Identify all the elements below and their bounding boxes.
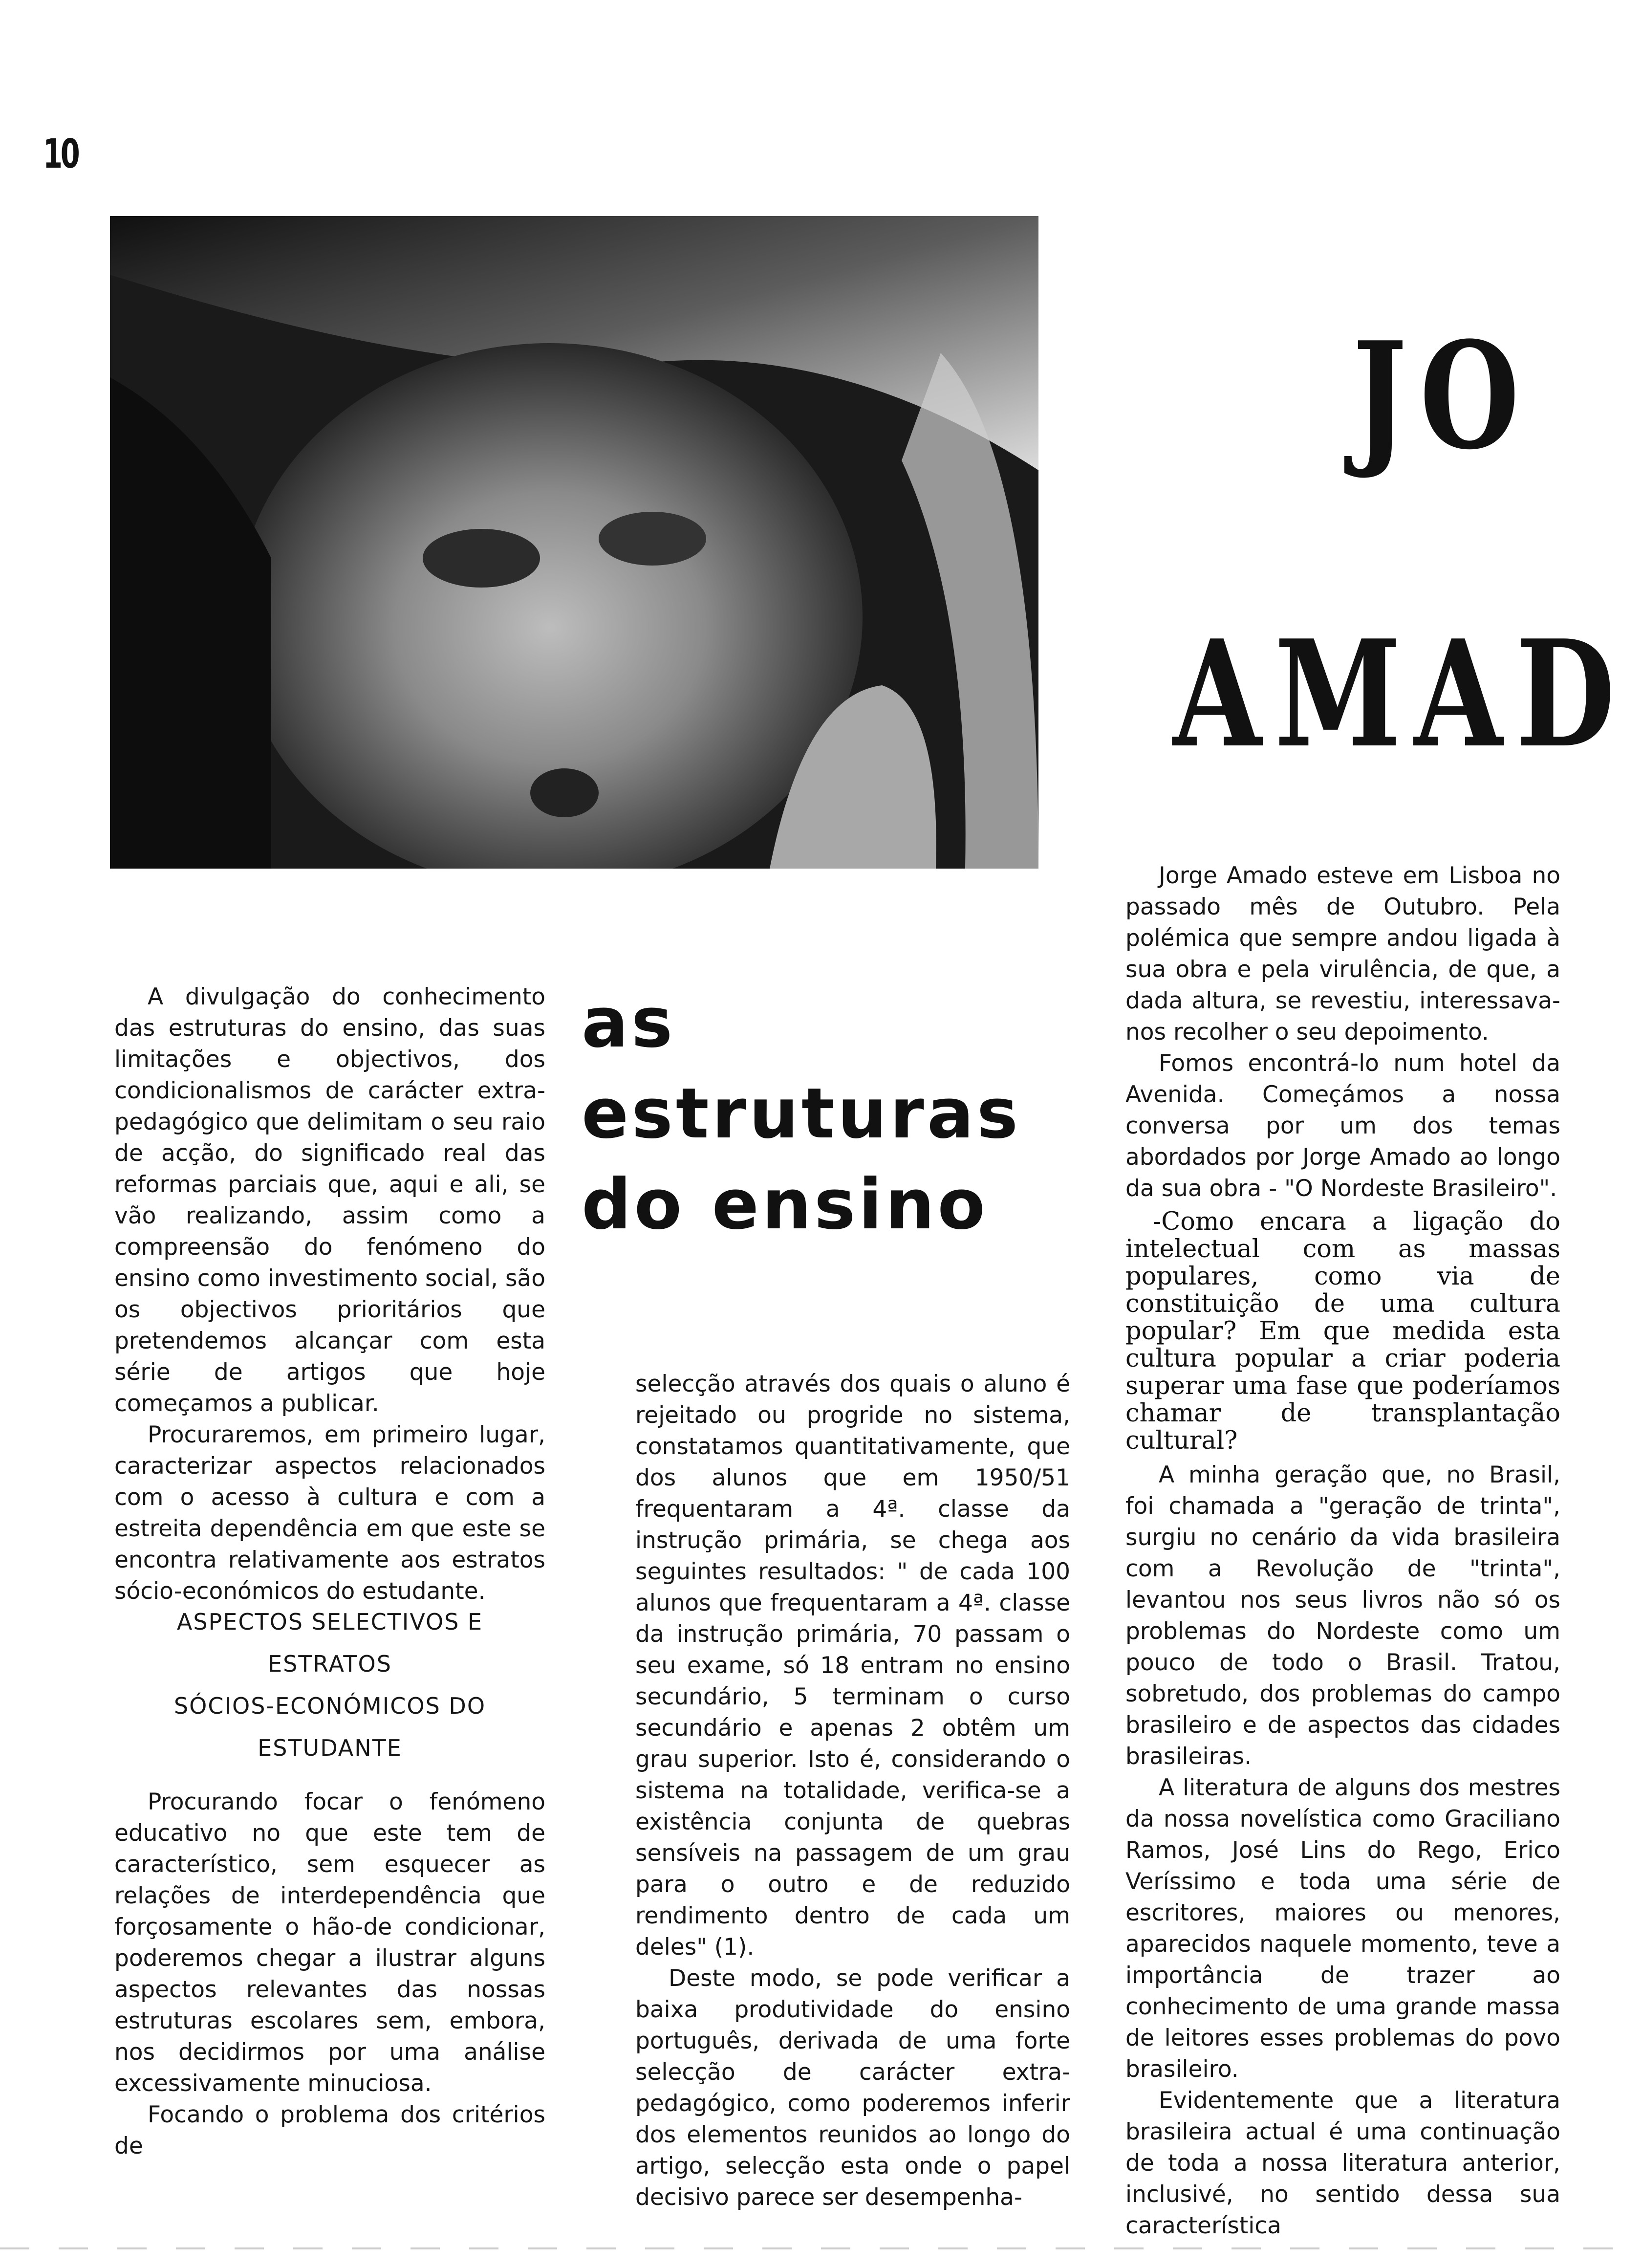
headline-line-2: AMAD: [1173, 608, 1628, 780]
section-heading-line-1: ASPECTOS SELECTIVOS E ESTRATOS: [176, 1609, 483, 1677]
paragraph: Procuraremos, em primeiro lugar, caracterizar aspectos relacionados com o acesso à cultura e com a estreita dependência em que este se encontra relativamente aos estratos sócio-económicos do estudante.: [114, 1421, 545, 1605]
page-number: 10: [43, 131, 78, 177]
paragraph: A literatura de alguns dos mestres da nossa novelística como Graciliano Ramos, José Lins do Rego, Erico Veríssimo e toda uma série de escritores, maiores ou menores, aparecidos naquele momento, teve a importância de trazer ao conhecimento de uma grande massa de leitores esses problemas do povo brasileiro.: [1125, 1774, 1560, 2083]
child-portrait-image: [110, 216, 1038, 869]
paragraph: Focando o problema dos critérios de: [114, 2101, 545, 2159]
article-title: [582, 978, 1070, 1250]
right-column: [1125, 860, 1560, 2242]
title-line-2: estruturas: [582, 1073, 1021, 1154]
paragraph: A minha geração que, no Brasil, foi chamada a "geração de trinta", surgiu no cenário da vida brasileira com a Revolução de "trinta", levantou nos seus livros não só os problemas do Nordeste como um pouco de todo o Brasil. Tratou, sobretudo, dos problemas do campo brasileiro e de aspectos das cidades brasileiras.: [1125, 1461, 1560, 1770]
left-column: [114, 981, 545, 1607]
footer-rule: [0, 2247, 1642, 2249]
headline-line-1: JO: [1353, 309, 1533, 482]
paragraph: Procurando focar o fenómeno educativo no que este tem de característico, sem esquecer as relações de interdependência que forçosamente o hão-de condicionar, poderemos chegar a ilustrar alguns aspectos relevantes das nossas estruturas escolares sem, embora, nos decidirmos por uma análise excessivamente minuciosa.: [114, 1788, 545, 2097]
section-heading: [114, 1601, 545, 1769]
title-line-1: as: [582, 982, 676, 1063]
middle-column: [635, 1369, 1070, 2213]
title-line-3: do ensino: [582, 1164, 988, 1245]
interview-question-text: Como encara a ligação do intelectual com as massas populares, como via de constituição de uma cultura popular? Em que medida esta cultura popular a criar poderia superar uma fase que poderíamos chamar de transplantação cultural?: [1125, 1207, 1560, 1455]
section-heading-line-3: ESTUDANTE: [258, 1735, 402, 1761]
section-heading-line-2: SÓCIOS-ECONÓMICOS DO: [173, 1693, 486, 1719]
paragraph: selecção através dos quais o aluno é rejeitado ou progride no sistema, constatamos quantitativamente, que dos alunos que em 1950/51 frequentaram a 4ª. classe da instrução primária, se chega aos seguintes resultados: " de cada 100 alunos que frequentaram a 4ª. classe da instrução primária, 70 passam o seu exame, só 18 entram no ensino secundário, 5 terminam o curso secundário e apenas 2 obtêm um grau superior. Isto é, considerando o sistema na totalidade, verifica-se a existência conjunta de quebras sensíveis na passagem de um grau para o outro e de reduzido rendimento dentro de cada um deles" (1).: [635, 1371, 1070, 1961]
left-column-continued: [114, 1787, 545, 2162]
paragraph: Evidentemente que a literatura brasileira actual é uma continuação de toda a nossa literatura anterior, inclusivé, no sentido dessa sua característica: [1125, 2087, 1560, 2239]
interview-question: -Como encara a ligação do intelectual com as massas populares, como via de constituição de uma cultura popular? Em que medida esta cultura popular a criar poderia superar uma fase que poderíamos chamar de transplantação cultural?: [1125, 1207, 1560, 1455]
paragraph: A divulgação do conhecimento das estruturas do ensino, das suas limitações e objectivos, dos condicionalismos de carácter extra-pedagógico que delimitam o seu raio de acção, do significado real das reformas parciais que, aqui e ali, se vão realizando, assim como a compreensão do fenómeno do ensino como investimento social, são os objectivos prioritários que pretendemos alcançar com esta série de artigos que hoje começamos a publicar.: [114, 983, 545, 1417]
portrait-photo: [110, 216, 1038, 869]
paragraph: Deste modo, se pode verificar a baixa produtividade do ensino português, derivada de uma forte selecção de carácter extra-pedagógico, como poderemos inferir dos elementos reunidos ao longo do artigo, selecção esta onde o papel decisivo parece ser desempenha-: [635, 1965, 1070, 2211]
paragraph: Jorge Amado esteve em Lisboa no passado mês de Outubro. Pela polémica que sempre andou ligada à sua obra e pela virulência, de que, a dada altura, se revestiu, interessava-nos recolher o seu depoimento.: [1125, 862, 1560, 1046]
paragraph: Fomos encontrá-lo num hotel da Avenida. Começámos a nossa conversa por um dos temas abordados por Jorge Amado ao longo da sua obra - "O Nordeste Brasileiro".: [1125, 1050, 1560, 1202]
